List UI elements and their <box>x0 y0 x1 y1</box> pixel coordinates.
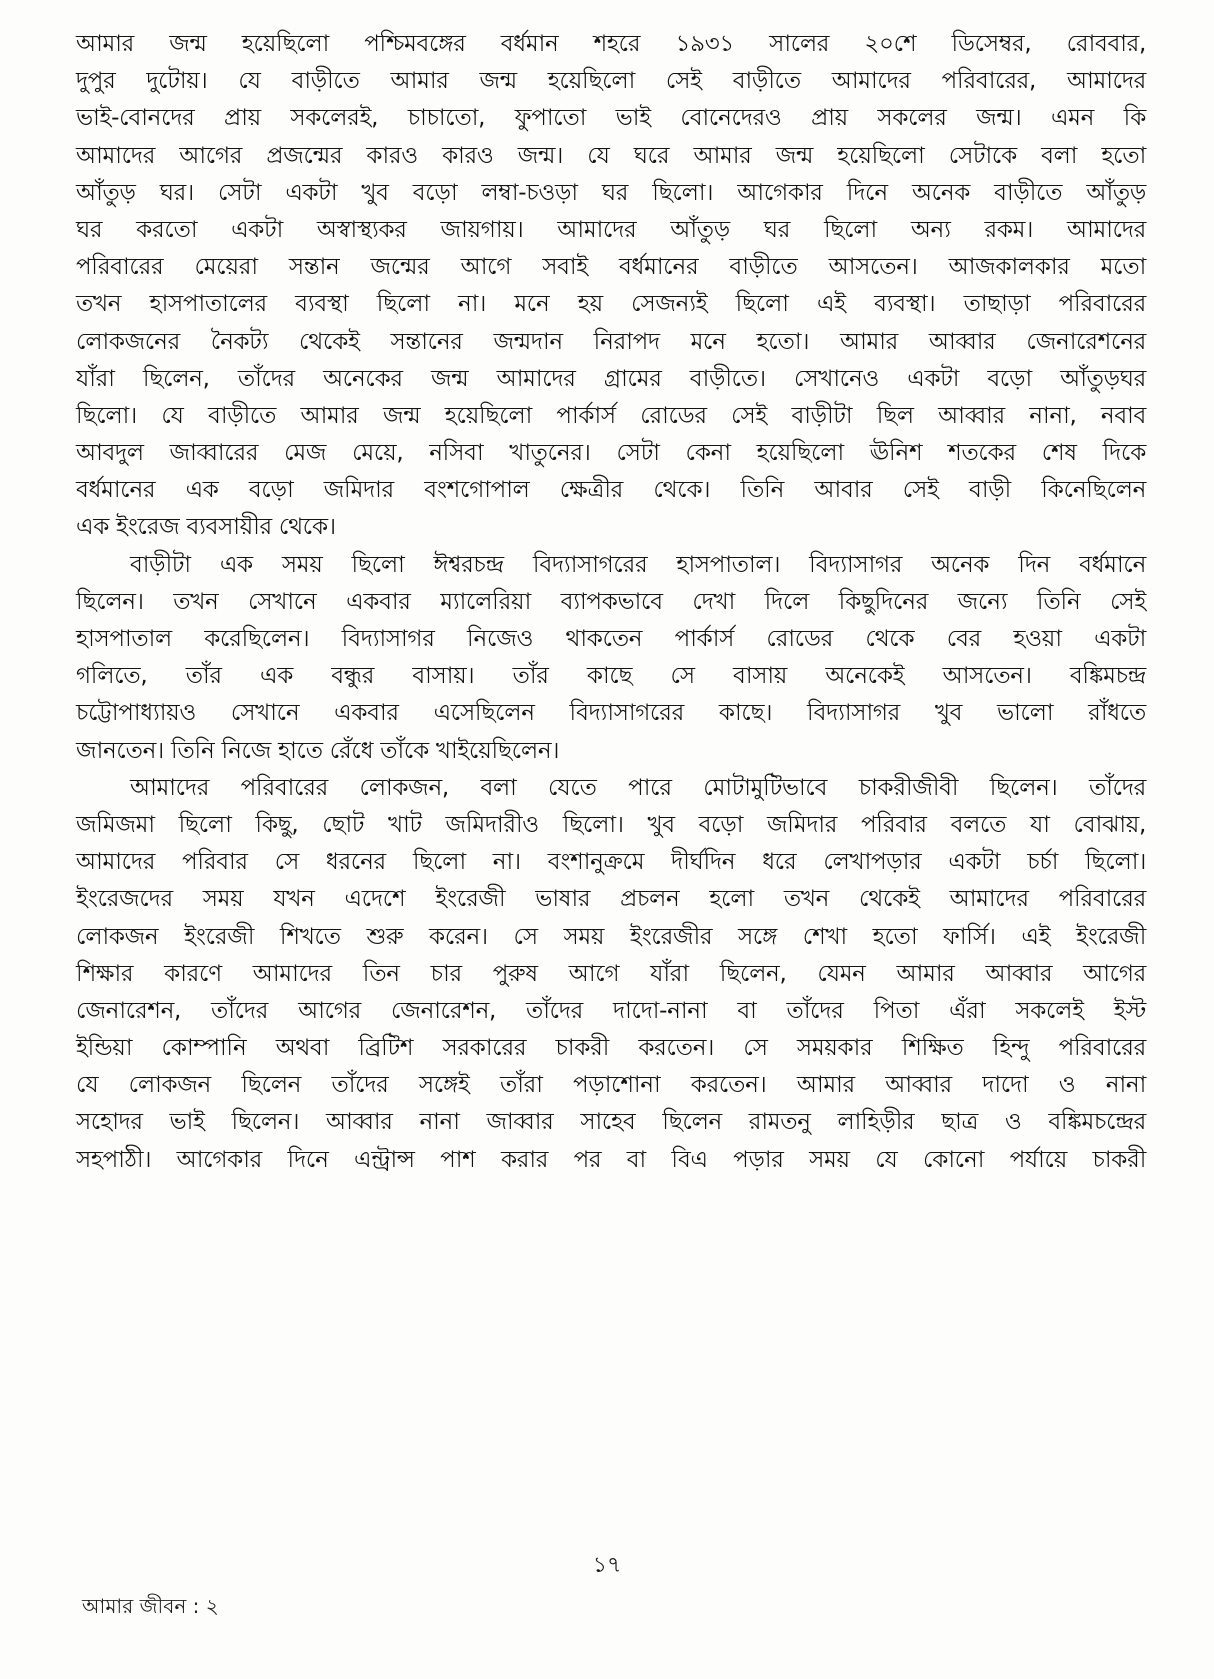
text-line: আঁতুড় ঘর। সেটা একটা খুব বড়ো লম্বা-চওড়া ঘর ছিলো। আগেকার দিনে অনেক বাড়ীতে আঁতুড় <box>76 179 1146 206</box>
text-line: জেনারেশন, তাঁদের আগের জেনারেশন, তাঁদের দাদো-নানা বা তাঁদের পিতা এঁরা সকলেই ইস্ট <box>76 997 1146 1024</box>
text-line: যে লোকজন ছিলেন তাঁদের সঙ্গেই তাঁরা পড়াশোনা করতেন। আমার আব্বার দাদো ও নানা <box>76 1072 1146 1099</box>
text-line: ভাই-বোনদের প্রায় সকলেরই, চাচাতো, ফুপাতো ভাই বোনেদেরও প্রায় সকলের জন্ম। এমন কি <box>76 105 1146 132</box>
text-line: বর্ধমানের এক বড়ো জমিদার বংশগোপাল ক্ষেত্রীর থেকে। তিনি আবার সেই বাড়ী কিনেছিলেন <box>76 477 1146 504</box>
text-line: দুপুর দুটোয়। যে বাড়ীতে আমার জন্ম হয়েছিলো সেই বাড়ীতে আমাদের পরিবারের, আমাদের <box>76 68 1146 95</box>
text-line: আমাদের পরিবারের লোকজন, বলা যেতে পারে মোটামুটিভাবে চাকরীজীবী ছিলেন। তাঁদের <box>130 774 1146 801</box>
text-line: বাড়ীটা এক সময় ছিলো ঈশ্বরচন্দ্র বিদ্যাসাগরের হাসপাতাল। বিদ্যাসাগর অনেক দিন বর্ধমানে <box>130 551 1146 578</box>
body-text <box>76 26 1146 1179</box>
text-line: ঘর করতো একটা অস্বাস্থ্যকর জায়গায়। আমাদের আঁতুড় ঘর ছিলো অন্য রকম। আমাদের <box>76 216 1146 243</box>
text-line: তখন হাসপাতালের ব্যবস্থা ছিলো না। মনে হয় সেজন্যই ছিলো এই ব্যবস্থা। তাছাড়া পরিবারের <box>76 291 1146 318</box>
text-line: সহপাঠী। আগেকার দিনে এন্ট্রান্স পাশ করার পর বা বিএ পড়ার সময় যে কোনো পর্যায়ে চাকরী <box>76 1146 1146 1173</box>
text-line: লোকজনের নৈকট্য থেকেই সন্তানের জন্মদান নিরাপদ মনে হতো। আমার আব্বার জেনারেশনের <box>76 328 1146 355</box>
text-line: গলিতে, তাঁর এক বন্ধুর বাসায়। তাঁর কাছে সে বাসায় অনেকেই আসতেন। বঙ্কিমচন্দ্র <box>76 663 1146 690</box>
text-line: জমিজমা ছিলো কিছু, ছোট খাট জমিদারীও ছিলো। খুব বড়ো জমিদার পরিবার বলতে যা বোঝায়, <box>76 811 1146 838</box>
text-line: চট্টোপাধ্যায়ও সেখানে একবার এসেছিলেন বিদ্যাসাগরের কাছে। বিদ্যাসাগর খুব ভালো রাঁধতে <box>76 700 1146 727</box>
paragraph-3 <box>76 770 1146 1179</box>
text-line: ছিলেন। তখন সেখানে একবার ম্যালেরিয়া ব্যাপকভাবে দেখা দিলে কিছুদিনের জন্যে তিনি সেই <box>76 588 1146 615</box>
text-line: ইন্ডিয়া কোম্পানি অথবা ব্রিটিশ সরকারের চাকরী করতেন। সে সময়কার শিক্ষিত হিন্দু পরিবারের <box>76 1035 1146 1062</box>
text-line: জানতেন। তিনি নিজে হাতে রেঁধে তাঁকে খাইয়েছিলেন। <box>76 737 560 764</box>
page-number-text: ১৭ <box>592 1553 622 1578</box>
paragraph-1 <box>76 26 1146 547</box>
text-line: যাঁরা ছিলেন, তাঁদের অনেকের জন্ম আমাদের গ্রামের বাড়ীতে। সেখানেও একটা বড়ো আঁতুড়ঘর <box>76 365 1146 392</box>
text-line: সহোদর ভাই ছিলেন। আব্বার নানা জাব্বার সাহেব ছিলেন রামতনু লাহিড়ীর ছাত্র ও বঙ্কিমচন্দ্রের <box>76 1109 1146 1136</box>
running-footer: আমার জীবন : ২ <box>82 1594 219 1618</box>
text-line: আমাদের আগের প্রজন্মের কারও কারও জন্ম। যে ঘরে আমার জন্ম হয়েছিলো সেটাকে বলা হতো <box>76 142 1146 169</box>
text-line: হাসপাতাল করেছিলেন। বিদ্যাসাগর নিজেও থাকতেন পার্কার্স রোডের থেকে বের হওয়া একটা <box>76 626 1146 652</box>
text-line: পরিবারের মেয়েরা সন্তান জন্মের আগে সবাই বর্ধমানের বাড়ীতে আসতেন। আজকালকার মতো <box>76 254 1146 281</box>
text-line: ইংরেজদের সময় যখন এদেশে ইংরেজী ভাষার প্রচলন হলো তখন থেকেই আমাদের পরিবারের <box>76 886 1146 913</box>
text-line: আবদুল জাব্বারের মেজ মেয়ে, নসিবা খাতুনের। সেটা কেনা হয়েছিলো ঊনিশ শতকের শেষ দিকে <box>76 440 1146 467</box>
paragraph-2 <box>76 547 1146 770</box>
text-line: লোকজন ইংরেজী শিখতে শুরু করেন। সে সময় ইংরেজীর সঙ্গে শেখা হতো ফার্সি। এই ইংরেজী <box>76 923 1146 950</box>
page-number <box>0 1548 1214 1585</box>
text-line: শিক্ষার কারণে আমাদের তিন চার পুরুষ আগে যাঁরা ছিলেন, যেমন আমার আব্বার আগের <box>76 960 1146 987</box>
text-line: আমাদের পরিবার সে ধরনের ছিলো না। বংশানুক্রমে দীর্ঘদিন ধরে লেখাপড়ার একটা চর্চা ছিলো। <box>76 849 1146 876</box>
text-line: আমার জন্ম হয়েছিলো পশ্চিমবঙ্গের বর্ধমান শহরে ১৯৩১ সালের ২০শে ডিসেম্বর, রোববার, <box>76 31 1146 57</box>
text-line: ছিলো। যে বাড়ীতে আমার জন্ম হয়েছিলো পার্কার্স রোডের সেই বাড়ীটা ছিল আব্বার নানা, নবাব <box>76 402 1146 429</box>
text-line: এক ইংরেজ ব্যবসায়ীর থেকে। <box>76 514 336 541</box>
